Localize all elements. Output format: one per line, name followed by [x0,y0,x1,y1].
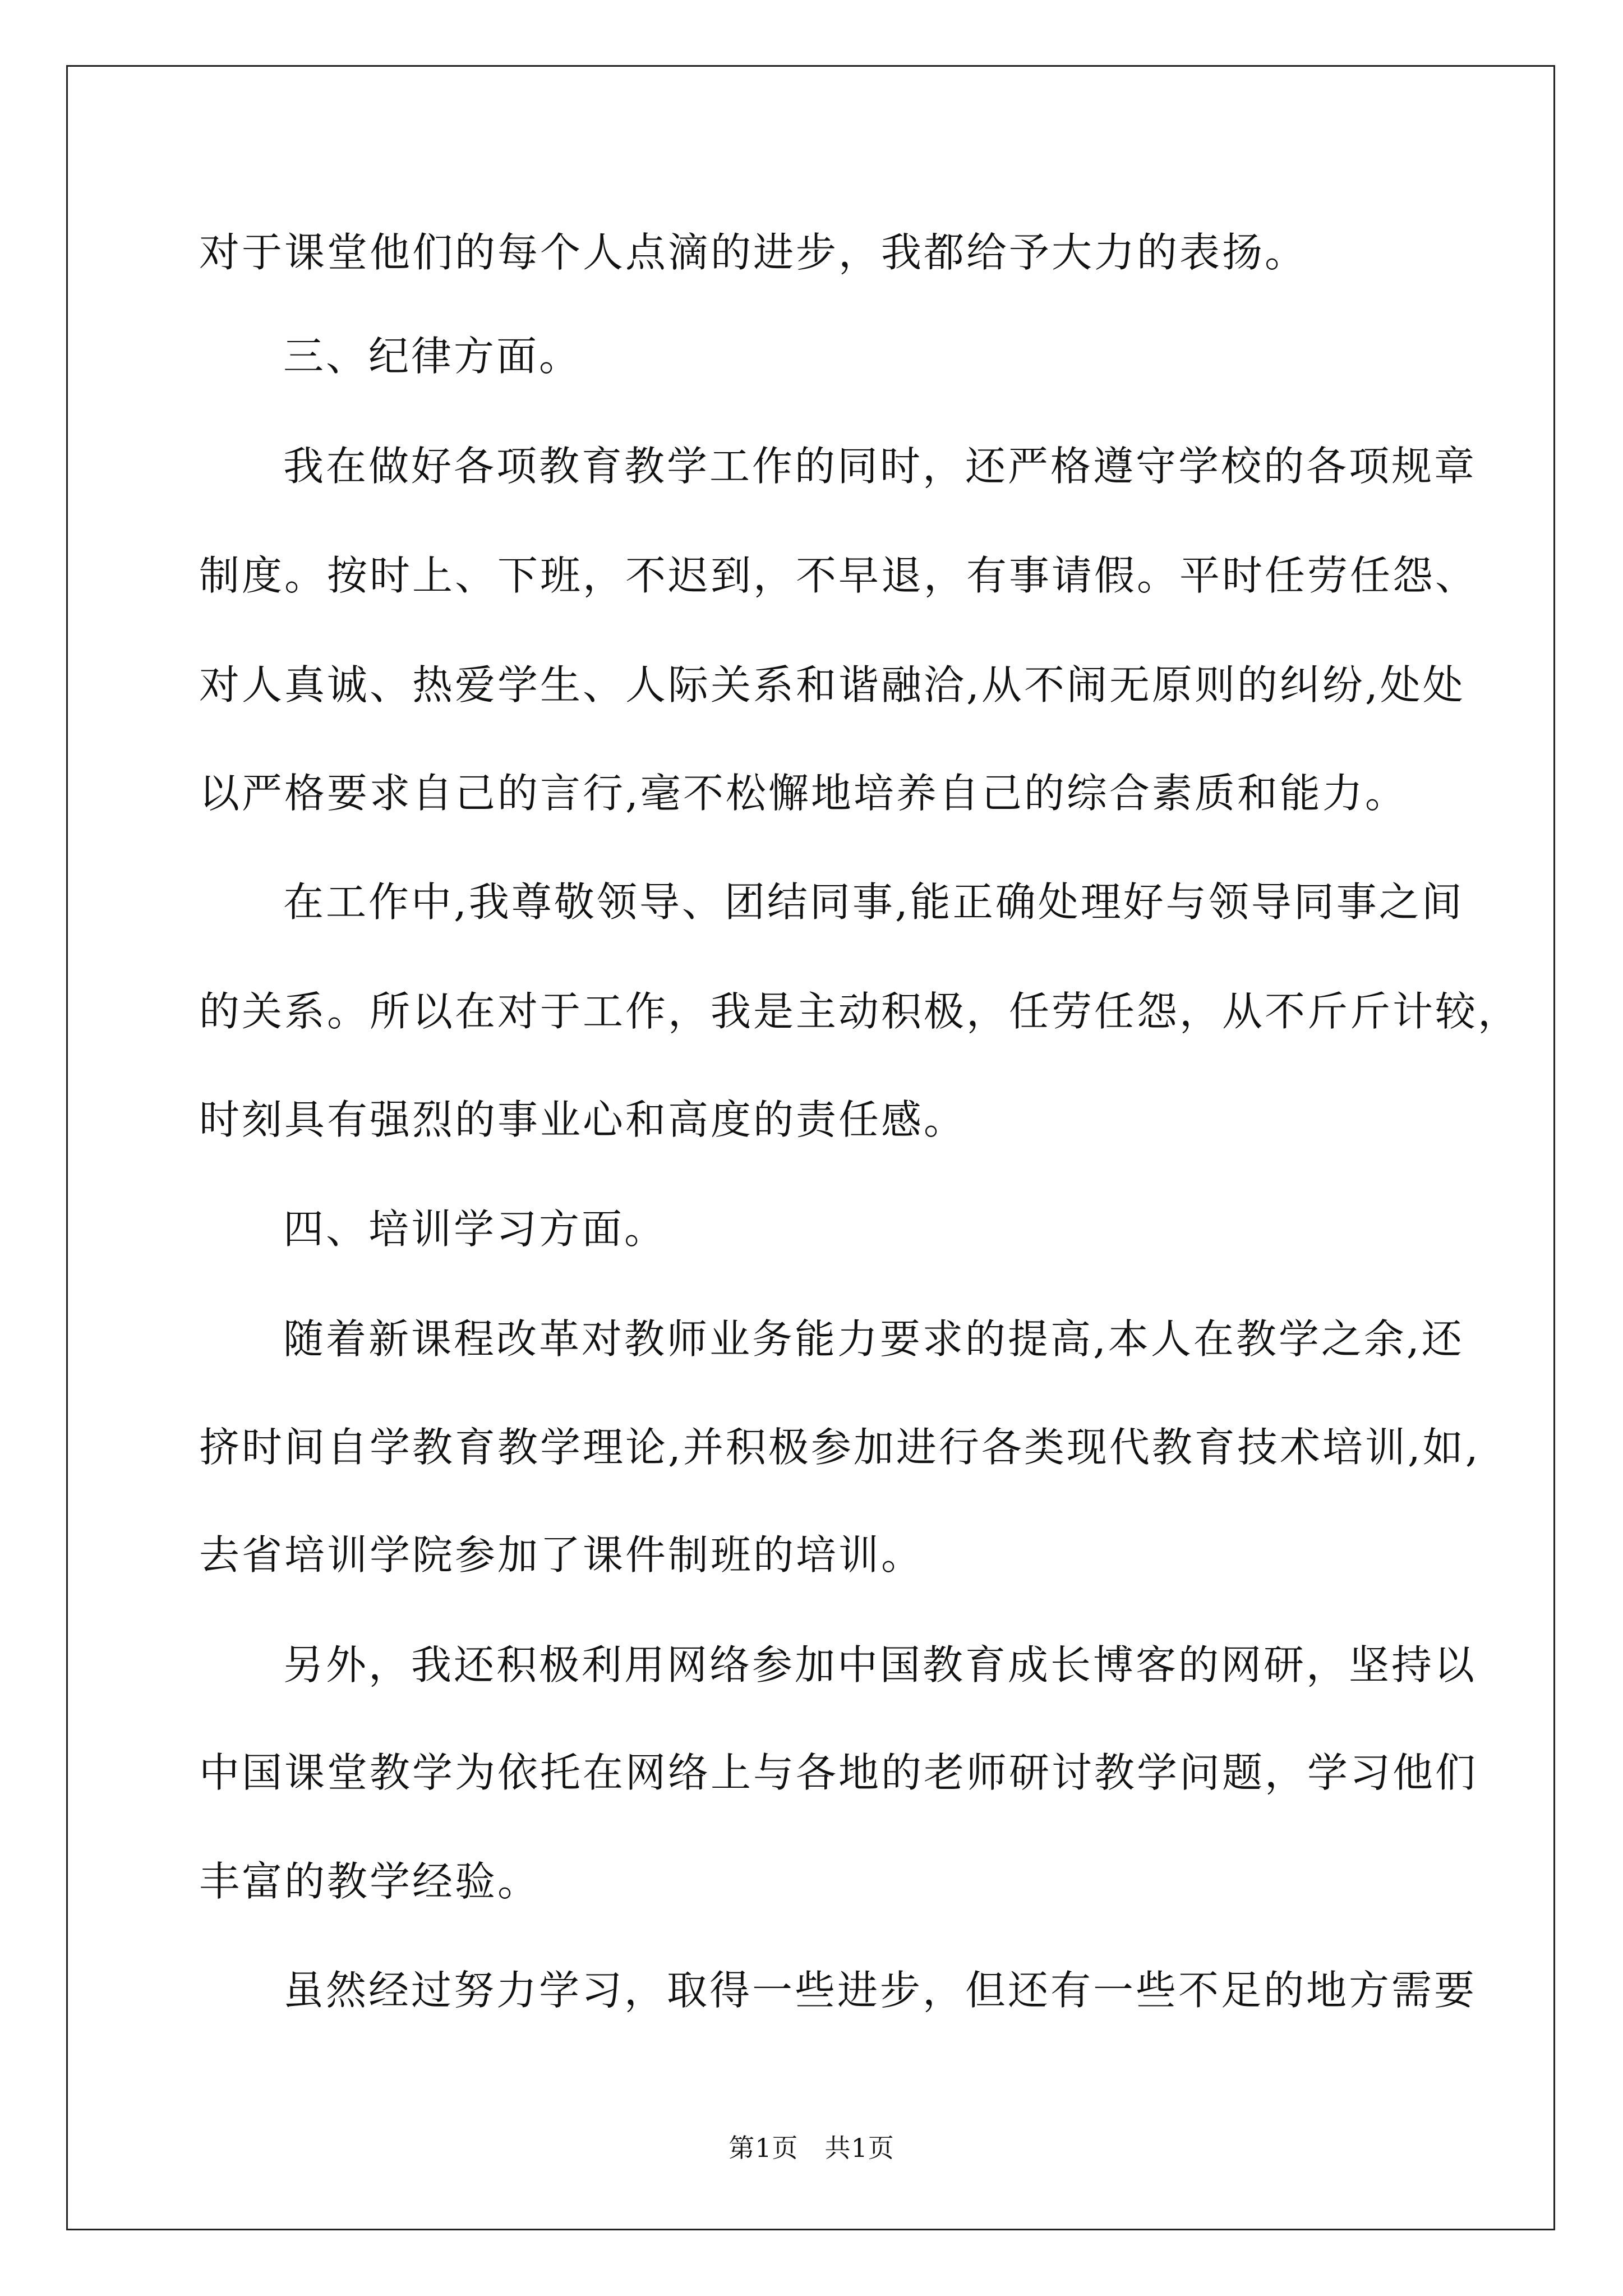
text-line-1: 对于课堂他们的每个人点滴的进步，我都给予大力的表扬。 [199,229,1308,276]
text-line-8: 的关系。所以在对于工作，我是主动积极，任劳任怨，从不斤斤计较， [199,988,1521,1035]
text-line-9: 时刻具有强烈的事业心和高度的责任感。 [199,1096,967,1143]
text-line-6: 以严格要求自己的言行,毫不松懈地培养自己的综合素质和能力。 [199,770,1408,817]
page-number-footer: 第1页 共1页 [728,2133,895,2163]
text-line-7: 在工作中,我尊敬领导、团结同事,能正确处理好与领导同事之间 [283,878,1464,926]
text-line-12: 挤时间自学教育教学理论,并积极参加进行各类现代教育技术培训,如, [199,1424,1481,1471]
text-line-17: 虽然经过努力学习，取得一些进步，但还有一些不足的地方需要 [283,1967,1477,2014]
text-line-4: 制度。按时上、下班，不迟到，不早退，有事请假。平时任劳任怨、 [199,552,1478,599]
text-line-13: 去省培训学院参加了课件制班的培训。 [199,1531,924,1579]
page-border [66,65,1555,2230]
text-line-15: 中国课堂教学为依托在网络上与各地的老师研讨教学问题，学习他们 [199,1749,1478,1796]
text-line-14: 另外，我还积极利用网络参加中国教育成长博客的网研，坚持以 [283,1641,1477,1688]
text-line-16: 丰富的教学经验。 [199,1858,541,1905]
text-line-5: 对人真诚、热爱学生、人际关系和谐融洽,从不闹无原则的纠纷,处处 [199,661,1465,708]
section-heading-training: 四、培训学习方面。 [283,1205,667,1253]
text-line-11: 随着新课程改革对教师业务能力要求的提高,本人在教学之余,还 [283,1315,1464,1363]
text-line-3: 我在做好各项教育教学工作的同时，还严格遵守学校的各项规章 [283,443,1477,490]
section-heading-discipline: 三、纪律方面。 [283,333,582,380]
